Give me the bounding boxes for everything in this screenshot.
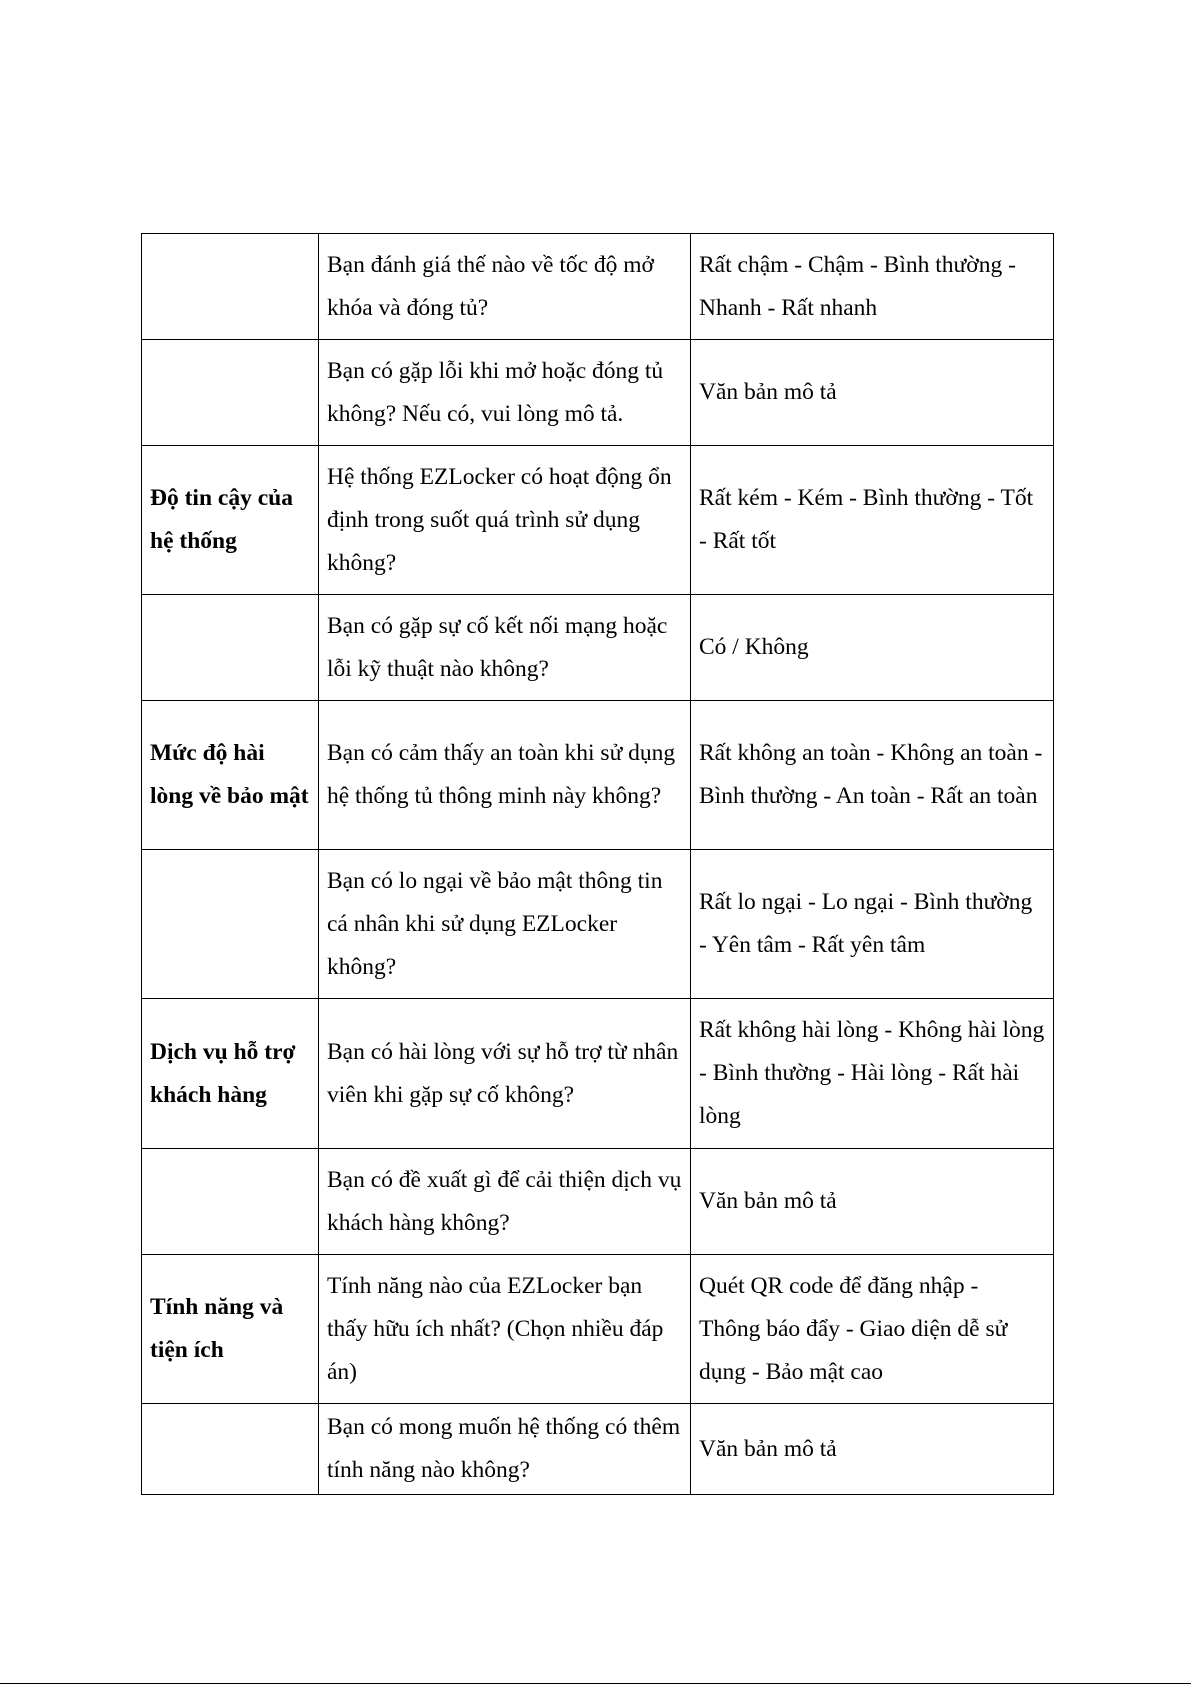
answer-options-cell: Có / Không [691, 595, 1054, 701]
category-cell: Tính năng và tiện ích [142, 1255, 319, 1404]
table-row [142, 234, 1054, 340]
question-cell: Bạn có cảm thấy an toàn khi sử dụng hệ thống tủ thông minh này không? [319, 701, 691, 850]
category-cell: Dịch vụ hỗ trợ khách hàng [142, 999, 319, 1149]
category-cell [142, 850, 319, 999]
category-cell [142, 340, 319, 446]
category-cell: Độ tin cậy của hệ thống [142, 446, 319, 595]
table-row [142, 850, 1054, 999]
question-cell: Tính năng nào của EZLocker bạn thấy hữu ích nhất? (Chọn nhiều đáp án) [319, 1255, 691, 1404]
table-row [142, 1149, 1054, 1255]
table-row [142, 1404, 1054, 1495]
answer-options-cell: Quét QR code để đăng nhập - Thông báo đẩy - Giao diện dễ sử dụng - Bảo mật cao [691, 1255, 1054, 1404]
category-cell [142, 1149, 319, 1255]
page-bottom-divider [0, 1683, 1191, 1684]
answer-options-cell: Rất không hài lòng - Không hài lòng - Bình thường - Hài lòng - Rất hài lòng [691, 999, 1054, 1149]
category-cell: Mức độ hài lòng về bảo mật [142, 701, 319, 850]
question-cell: Bạn có hài lòng với sự hỗ trợ từ nhân viên khi gặp sự cố không? [319, 999, 691, 1149]
answer-options-cell: Rất chậm - Chậm - Bình thường - Nhanh - Rất nhanh [691, 234, 1054, 340]
table-row [142, 340, 1054, 446]
category-cell [142, 234, 319, 340]
question-cell: Bạn có gặp lỗi khi mở hoặc đóng tủ không? Nếu có, vui lòng mô tả. [319, 340, 691, 446]
answer-options-cell: Rất lo ngại - Lo ngại - Bình thường - Yên tâm - Rất yên tâm [691, 850, 1054, 999]
category-cell [142, 595, 319, 701]
table-row [142, 1255, 1054, 1404]
question-cell: Bạn có đề xuất gì để cải thiện dịch vụ khách hàng không? [319, 1149, 691, 1255]
table-row [142, 701, 1054, 850]
table-row [142, 999, 1054, 1149]
question-cell: Bạn có mong muốn hệ thống có thêm tính năng nào không? [319, 1404, 691, 1495]
question-cell: Bạn đánh giá thế nào về tốc độ mở khóa và đóng tủ? [319, 234, 691, 340]
question-cell: Bạn có gặp sự cố kết nối mạng hoặc lỗi kỹ thuật nào không? [319, 595, 691, 701]
answer-options-cell: Văn bản mô tả [691, 340, 1054, 446]
category-cell [142, 1404, 319, 1495]
answer-options-cell: Văn bản mô tả [691, 1404, 1054, 1495]
question-cell: Bạn có lo ngại về bảo mật thông tin cá nhân khi sử dụng EZLocker không? [319, 850, 691, 999]
question-cell: Hệ thống EZLocker có hoạt động ổn định trong suốt quá trình sử dụng không? [319, 446, 691, 595]
survey-table [141, 233, 1054, 1495]
table-row [142, 595, 1054, 701]
answer-options-cell: Rất kém - Kém - Bình thường - Tốt - Rất tốt [691, 446, 1054, 595]
answer-options-cell: Văn bản mô tả [691, 1149, 1054, 1255]
table-row [142, 446, 1054, 595]
answer-options-cell: Rất không an toàn - Không an toàn - Bình thường - An toàn - Rất an toàn [691, 701, 1054, 850]
